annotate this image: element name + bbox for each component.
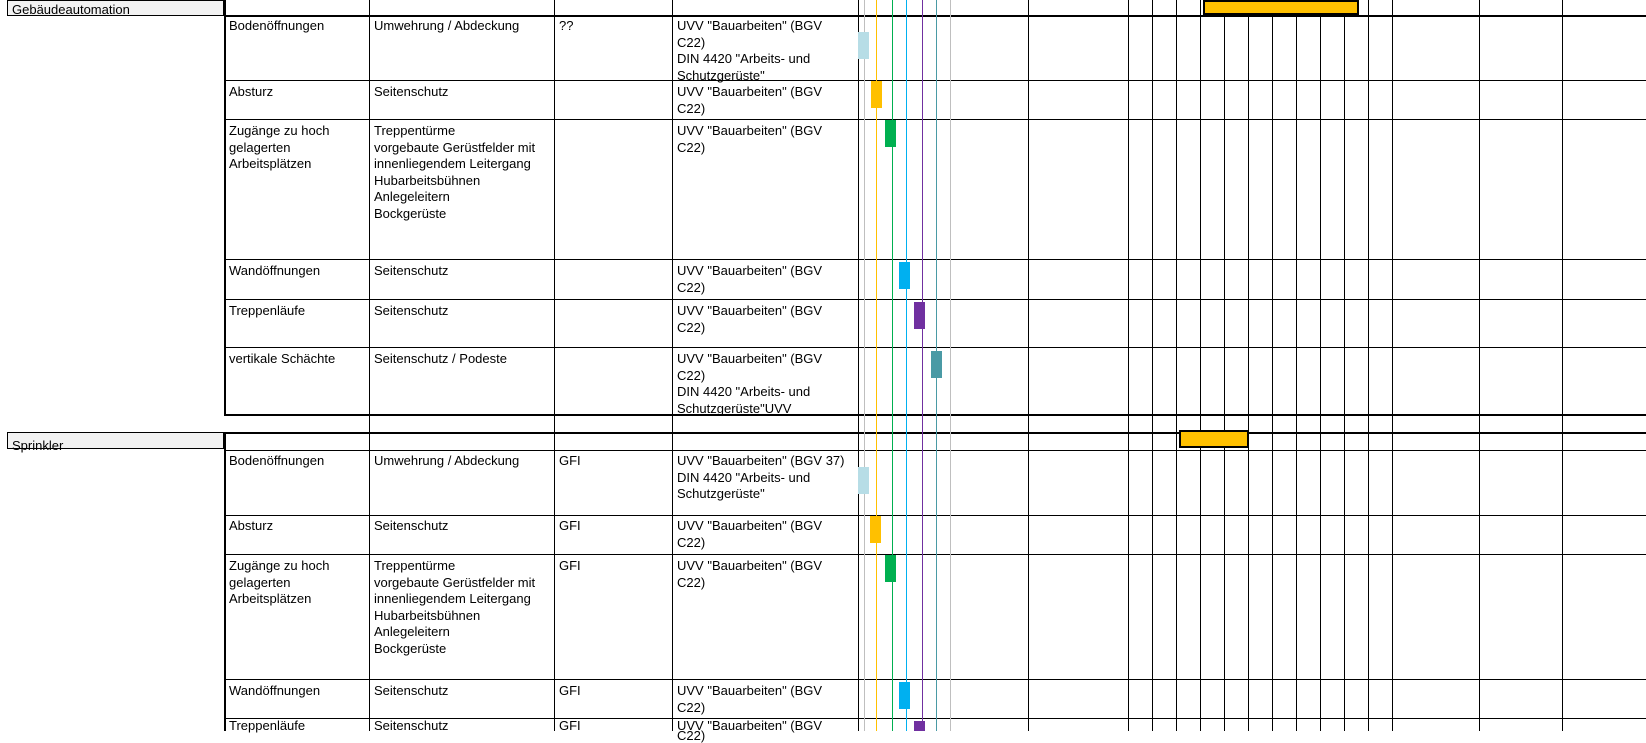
timeline-col [1320, 0, 1321, 731]
col-divider [858, 0, 859, 731]
timeline-col [1392, 0, 1393, 731]
category-line-gray [864, 0, 865, 731]
regulation-cell: UVV "Bauarbeiten" (BGV C22) [677, 303, 823, 335]
gantt-bar-gebaeudeautomation [1203, 0, 1359, 15]
row-divider [224, 450, 1646, 451]
timeline-col [1562, 0, 1563, 731]
hazard-cell: Zugänge zu hoch gelagerten Arbeitsplätzen [229, 123, 330, 171]
regulation-cell: UVV "Bauarbeiten" (BGV C22) [677, 263, 823, 295]
col-divider [369, 0, 370, 731]
category-marker-zugaenge [885, 555, 896, 582]
regulation-cell: UVV "Bauarbeiten" (BGV C22) DIN 4420 "Arbeits- und Schutzgerüste" [677, 18, 823, 83]
regulation-cell: UVV "Bauarbeiten" (BGV 37) DIN 4420 "Arbeits- und Schutzgerüste" [677, 453, 845, 501]
hazard-cell: Treppenläufe [229, 718, 306, 733]
responsible-cell: GFI [559, 558, 581, 573]
regulation-cell: UVV "Bauarbeiten" (BGV C22) [677, 84, 823, 116]
measure-cell: Seitenschutz [374, 718, 449, 733]
category-marker-schaechte [931, 351, 942, 378]
responsible-cell [559, 84, 669, 118]
category-marker-zugaenge [885, 120, 896, 147]
category-line-absturz [876, 0, 877, 731]
category-marker-absturz [871, 81, 882, 108]
hazard-cell: vertikale Schächte [229, 351, 336, 366]
section-start-line [224, 432, 1646, 434]
timeline-col [1272, 0, 1273, 731]
timeline-col [1128, 0, 1129, 731]
regulation-cell: UVV "Bauarbeiten" (BGV C22) [677, 683, 823, 715]
regulation-cell: UVV "Bauarbeiten" (BGV C22) [677, 718, 823, 743]
measure-cell: Seitenschutz [374, 263, 449, 278]
timeline-col [1152, 0, 1153, 731]
row-divider [224, 80, 1646, 81]
timeline-col [1248, 0, 1249, 731]
section-label-gebaeudeautomation: Gebäudeautomation [7, 0, 224, 16]
measure-cell: Treppentürme vorgebaute Gerüstfelder mit innenliegendem Leitergang Hubarbeitsbühnen Anlegeleitern Bockgerüste [374, 123, 536, 221]
section-end-line [224, 414, 1646, 416]
timeline-col [1200, 0, 1201, 731]
responsible-cell: GFI [559, 518, 581, 533]
measure-cell: Seitenschutz [374, 683, 449, 698]
hazard-cell: Wandöffnungen [229, 683, 321, 698]
measure-cell: Treppentürme vorgebaute Gerüstfelder mit innenliegendem Leitergang Hubarbeitsbühnen Anlegeleitern Bockgerüste [374, 558, 536, 656]
category-line-treppenlaeufe [922, 0, 923, 731]
timeline-col [1224, 0, 1225, 731]
row-divider [224, 119, 1646, 120]
responsible-cell: ?? [559, 18, 574, 33]
gantt-bar-sprinkler [1179, 430, 1249, 448]
responsible-cell: GFI [559, 453, 581, 468]
category-marker-wandoeffnungen [899, 682, 910, 709]
row-divider [224, 299, 1646, 300]
responsible-cell [559, 123, 669, 257]
regulation-cell: UVV "Bauarbeiten" (BGV C22) [677, 558, 823, 590]
measure-cell: Umwehrung / Abdeckung [374, 18, 520, 33]
regulation-cell: UVV "Bauarbeiten" (BGV C22) [677, 518, 823, 550]
section-label-sprinkler: Sprinkler [7, 432, 224, 449]
row-divider [224, 347, 1646, 348]
category-line-gray [950, 0, 951, 731]
hazard-cell: Zugänge zu hoch gelagerten Arbeitsplätzen [229, 558, 330, 606]
row-divider [224, 679, 1646, 680]
category-marker-bodenoeffnungen [858, 32, 869, 59]
regulation-cell: UVV "Bauarbeiten" (BGV C22) DIN 4420 "Arbeits- und Schutzgerüste"UVV [677, 351, 823, 416]
row-divider [224, 554, 1646, 555]
category-marker-absturz [870, 516, 881, 543]
responsible-cell [559, 303, 669, 345]
measure-cell: Umwehrung / Abdeckung [374, 453, 520, 468]
hazard-cell: Treppenläufe [229, 303, 306, 318]
col-divider [224, 0, 226, 416]
responsible-cell: GFI [559, 718, 581, 733]
timeline-col [1296, 0, 1297, 731]
category-marker-bodenoeffnungen [858, 467, 869, 494]
measure-cell: Seitenschutz / Podeste [374, 351, 507, 366]
measure-cell: Seitenschutz [374, 84, 449, 99]
timeline-col [1176, 0, 1177, 731]
hazard-cell: Bodenöffnungen [229, 18, 325, 33]
row-divider [224, 259, 1646, 260]
measure-cell: Seitenschutz [374, 518, 449, 533]
responsible-cell [559, 263, 669, 297]
responsible-cell: GFI [559, 683, 581, 698]
responsible-cell [559, 351, 669, 413]
regulation-cell: UVV "Bauarbeiten" (BGV C22) [677, 123, 823, 155]
timeline-col [1028, 0, 1029, 731]
hazard-cell: Absturz [229, 518, 274, 533]
category-line-zugaenge [892, 0, 893, 731]
col-divider [672, 0, 673, 731]
category-marker-wandoeffnungen [899, 262, 910, 289]
hazard-cell: Absturz [229, 84, 274, 99]
timeline-col [1344, 0, 1345, 731]
timeline-col [1368, 0, 1369, 731]
category-line-wandoeffnungen [906, 0, 907, 731]
hazard-cell: Bodenöffnungen [229, 453, 325, 468]
category-marker-treppenlaeufe [914, 721, 925, 731]
timeline-col [1479, 0, 1480, 731]
col-divider [224, 432, 226, 731]
category-marker-treppenlaeufe [914, 302, 925, 329]
row-divider [224, 15, 1646, 17]
col-divider [554, 0, 555, 731]
hazard-cell: Wandöffnungen [229, 263, 321, 278]
row-divider [224, 515, 1646, 516]
measure-cell: Seitenschutz [374, 303, 449, 318]
